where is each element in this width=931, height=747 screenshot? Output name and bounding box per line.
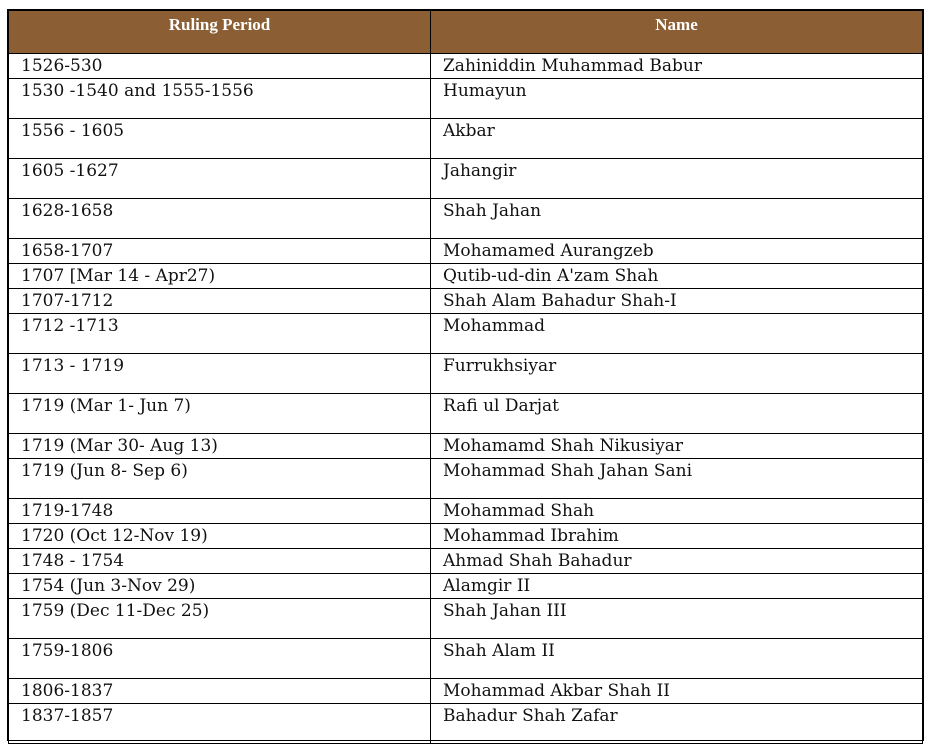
ruler-name-cell: Mohammad Ibrahim (431, 524, 923, 549)
table-row (9, 599, 923, 639)
table-row (9, 459, 923, 499)
rulers-table (8, 10, 923, 744)
ruling-period-cell: 1719 (Mar 30- Aug 13) (9, 434, 431, 459)
table-row (9, 524, 923, 549)
ruling-period-cell: 1719 (Mar 1- Jun 7) (9, 394, 431, 434)
ruler-name-cell: Shah Jahan (431, 199, 923, 239)
ruler-name-cell: Shah Alam II (431, 639, 923, 679)
ruler-name-cell: Mohammad Shah Jahan Sani (431, 459, 923, 499)
table-row (9, 639, 923, 679)
ruling-period-cell: 1719-1748 (9, 499, 431, 524)
ruling-period-cell: 1837-1857 (9, 704, 431, 744)
ruling-period-cell: 1806-1837 (9, 679, 431, 704)
ruler-name-cell: Akbar (431, 119, 923, 159)
table-row (9, 54, 923, 79)
ruler-name-cell: Ahmad Shah Bahadur (431, 549, 923, 574)
ruling-period-cell: 1707 [Mar 14 - Apr27) (9, 264, 431, 289)
header-ruling-period: Ruling Period (9, 11, 431, 54)
ruler-name-cell: Rafi ul Darjat (431, 394, 923, 434)
ruler-name-cell: Bahadur Shah Zafar (431, 704, 923, 744)
ruling-period-cell: 1713 - 1719 (9, 354, 431, 394)
ruler-name-cell: Jahangir (431, 159, 923, 199)
table-row (9, 434, 923, 459)
ruling-period-cell: 1530 -1540 and 1555-1556 (9, 79, 431, 119)
ruler-name-cell: Mohammad Akbar Shah II (431, 679, 923, 704)
ruling-period-cell: 1754 (Jun 3-Nov 29) (9, 574, 431, 599)
ruler-name-cell: Mohammad Shah (431, 499, 923, 524)
table-row (9, 394, 923, 434)
ruling-period-cell: 1556 - 1605 (9, 119, 431, 159)
ruling-period-cell: 1748 - 1754 (9, 549, 431, 574)
ruling-period-cell: 1759 (Dec 11-Dec 25) (9, 599, 431, 639)
ruling-period-cell: 1707-1712 (9, 289, 431, 314)
ruler-name-cell: Mohammad (431, 314, 923, 354)
ruler-name-cell: Humayun (431, 79, 923, 119)
ruler-name-cell: Zahiniddin Muhammad Babur (431, 54, 923, 79)
table-row (9, 354, 923, 394)
ruler-name-cell: Mohamamd Shah Nikusiyar (431, 434, 923, 459)
ruler-name-cell: Alamgir II (431, 574, 923, 599)
table-row (9, 499, 923, 524)
table-row (9, 314, 923, 354)
table-row (9, 119, 923, 159)
ruler-name-cell: Shah Alam Bahadur Shah-I (431, 289, 923, 314)
ruler-name-cell: Shah Jahan III (431, 599, 923, 639)
table-row (9, 574, 923, 599)
ruling-period-cell: 1605 -1627 (9, 159, 431, 199)
ruler-name-cell: Qutib-ud-din A'zam Shah (431, 264, 923, 289)
table-row (9, 79, 923, 119)
ruling-period-cell: 1719 (Jun 8- Sep 6) (9, 459, 431, 499)
ruler-name-cell: Mohamamed Aurangzeb (431, 239, 923, 264)
table-row (9, 549, 923, 574)
ruling-period-cell: 1628-1658 (9, 199, 431, 239)
table-row (9, 159, 923, 199)
table-row (9, 239, 923, 264)
rulers-table-container (7, 9, 924, 741)
table-row (9, 199, 923, 239)
ruling-period-cell: 1712 -1713 (9, 314, 431, 354)
table-row (9, 289, 923, 314)
ruling-period-cell: 1658-1707 (9, 239, 431, 264)
header-name: Name (431, 11, 923, 54)
ruling-period-cell: 1526-530 (9, 54, 431, 79)
table-body (9, 54, 923, 744)
ruling-period-cell: 1759-1806 (9, 639, 431, 679)
ruling-period-cell: 1720 (Oct 12-Nov 19) (9, 524, 431, 549)
table-row (9, 704, 923, 744)
table-header-row (9, 11, 923, 54)
table-row (9, 264, 923, 289)
table-row (9, 679, 923, 704)
ruler-name-cell: Furrukhsiyar (431, 354, 923, 394)
